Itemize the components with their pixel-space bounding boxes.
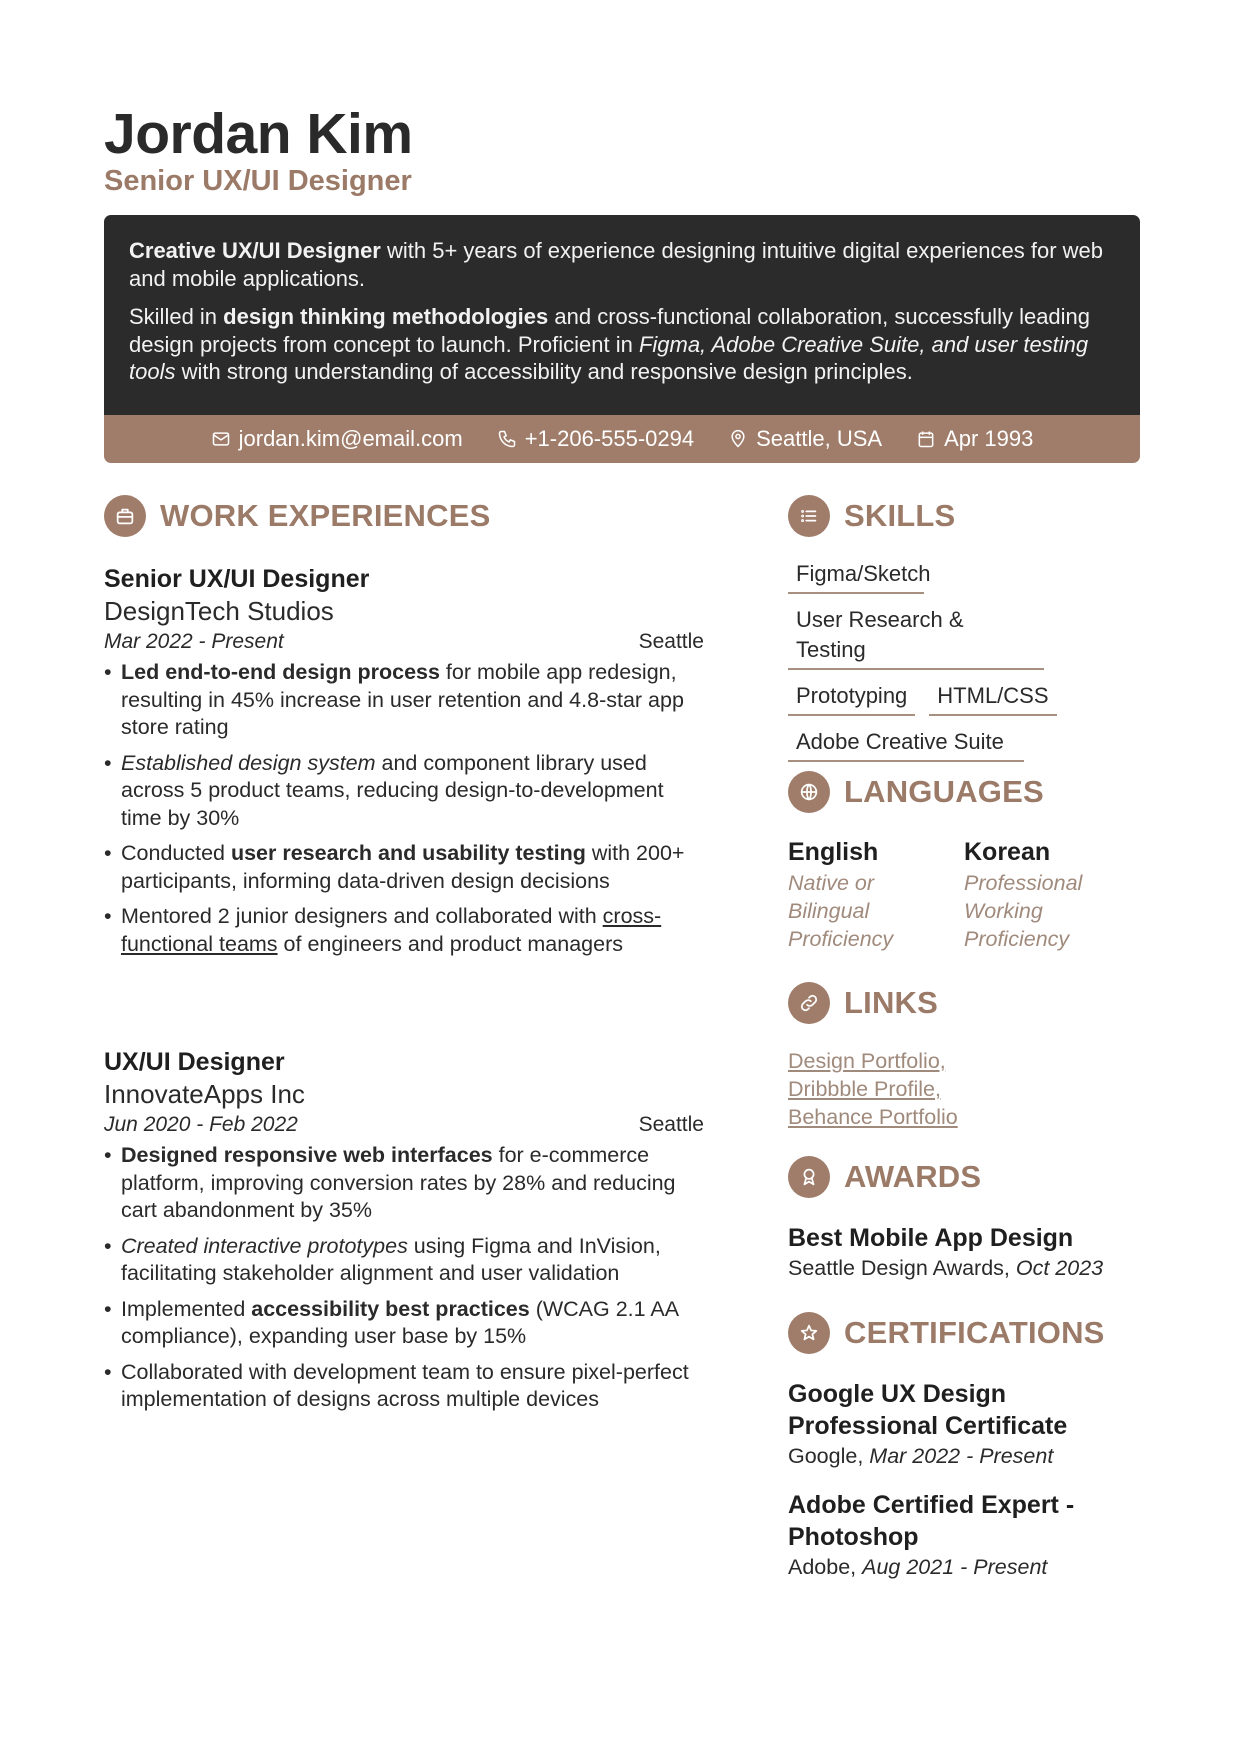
summary-box [104, 215, 1140, 463]
job-date: Mar 2022 - Present [104, 630, 284, 653]
job-company: DesignTech Studios [104, 596, 334, 626]
job-bullet [104, 1296, 704, 1351]
job-location: Seattle [638, 630, 704, 653]
briefcase-icon [104, 495, 146, 537]
bullet-highlight: Established design system [121, 750, 376, 775]
job-bullet [104, 1142, 704, 1225]
bullet-text: using Figma and InVision, facilitating stakeholder alignment and user validation [121, 1233, 661, 1285]
certification-name: Adobe Certified Expert - Photoshop [788, 1491, 1075, 1551]
skill-tag: HTML/CSS [929, 681, 1056, 716]
bullet-highlight: Designed responsive web interfaces [121, 1143, 493, 1167]
job-location: Seattle [638, 1113, 704, 1136]
award-item [788, 1222, 1140, 1282]
job-company: InnovateApps Inc [104, 1079, 305, 1109]
summary-paragraph-2 [129, 303, 1119, 386]
certification-date: Mar 2022 - Present [869, 1444, 1054, 1468]
birthdate-text: Apr 1993 [944, 426, 1034, 451]
phone-icon [497, 429, 517, 449]
calendar-icon [916, 429, 936, 449]
certifications-section-header [788, 1312, 1105, 1354]
summary-tools: Figma, Adobe Creative Suite, and user testing tools [129, 331, 1089, 384]
bullet-text: of engineers and product managers [277, 931, 623, 956]
language-level: Professional Working Proficiency [964, 871, 1083, 951]
job-bullet [104, 750, 704, 833]
bullet-text: Mentored 2 junior designers and collaborated with [121, 904, 603, 928]
certification-item [788, 1489, 1118, 1581]
bullet-text: Collaborated with development team to ensure pixel-perfect implementation of designs across multiple devices [121, 1359, 689, 1411]
job-role: UX/UI Designer [104, 1048, 285, 1076]
star-icon [788, 1312, 830, 1354]
contact-location [728, 426, 882, 452]
mail-icon [211, 429, 231, 449]
skills-section-header [788, 495, 955, 537]
list-icon [788, 495, 830, 537]
certification-item [788, 1378, 1118, 1470]
summary-paragraph-1 [129, 237, 1119, 292]
award-name: Best Mobile App Design [788, 1224, 1074, 1252]
certification-org: Google, [788, 1444, 870, 1468]
bullet-highlight: accessibility best practices [251, 1296, 530, 1321]
language-name: English [788, 838, 879, 866]
job-bullets [104, 659, 704, 958]
summary-text-part: and cross-functional collaboration, successfully leading design projects from concept to launch. Proficient in [129, 304, 1091, 357]
link-icon [788, 982, 830, 1024]
summary-highlight: design thinking methodologies [223, 304, 549, 329]
location-text: Seattle, USA [756, 426, 883, 451]
award-meta [788, 1254, 1140, 1282]
certification-meta [788, 1442, 1118, 1470]
language-item [964, 835, 1140, 953]
languages-section-header [788, 771, 1044, 813]
job-entry [104, 1046, 704, 1422]
certification-name: Google UX Design Professional Certificate [788, 1380, 1068, 1440]
summary-text [129, 237, 1119, 397]
job-bullet [104, 840, 704, 895]
job-role: Senior UX/UI Designer [104, 565, 370, 593]
job-bullet [104, 1359, 704, 1414]
behance-link[interactable]: Behance Portfolio [788, 1105, 958, 1129]
bullet-link[interactable]: cross-functional teams [121, 904, 662, 956]
job-meta [104, 627, 704, 657]
job-bullet [104, 1233, 704, 1288]
job-bullets [104, 1142, 704, 1414]
bullet-text: Implemented [121, 1296, 252, 1321]
bullet-text: for e-commerce platform, improving conversion rates by 28% and reducing cart abandonment by 35% [121, 1143, 676, 1222]
links-section-header [788, 982, 938, 1024]
job-entry [104, 563, 704, 966]
candidate-name: Jordan Kim [104, 102, 413, 166]
skills-list [788, 559, 1140, 762]
skill-tag: User Research & Testing [788, 605, 1044, 670]
certification-date: Aug 2021 - Present [862, 1555, 1048, 1579]
job-bullet [104, 659, 704, 742]
summary-panel [104, 215, 1140, 415]
bullet-highlight: Created interactive prototypes [121, 1233, 408, 1258]
languages-list [788, 835, 1140, 953]
bullet-text: Conducted [121, 841, 231, 865]
candidate-title: Senior UX/UI Designer [104, 165, 412, 197]
skill-tag: Figma/Sketch [788, 559, 924, 594]
awards-section-title: AWARDS [844, 1159, 982, 1194]
certification-meta [788, 1553, 1118, 1581]
portfolio-link[interactable]: Design Portfolio, [788, 1049, 946, 1073]
location-pin-icon [728, 429, 748, 449]
links-section-title: LINKS [844, 985, 938, 1020]
summary-highlight: Creative UX/UI Designer [129, 238, 381, 263]
summary-text-part: with strong understanding of accessibility and responsive design principles. [175, 359, 913, 384]
skill-tag: Prototyping [788, 681, 915, 716]
summary-text-part: with 5+ years of experience designing intuitive digital experiences for web and mobile applications. [129, 238, 1104, 291]
phone-text: +1-206-555-0294 [524, 426, 695, 451]
work-section-title: WORK EXPERIENCES [160, 498, 491, 533]
summary-text-part: Skilled in [129, 304, 224, 329]
work-section-header [104, 495, 490, 537]
contact-birthdate [916, 426, 1033, 452]
language-level: Native or Bilingual Proficiency [788, 871, 894, 951]
bullet-text: (WCAG 2.1 AA compliance), expanding user base by 15% [121, 1296, 678, 1348]
job-date: Jun 2020 - Feb 2022 [104, 1113, 298, 1136]
contact-bar [104, 415, 1140, 463]
job-bullet [104, 903, 704, 958]
certification-org: Adobe, [788, 1555, 863, 1579]
bullet-text: with 200+ participants, informing data-driven design decisions [121, 841, 685, 893]
awards-section-header [788, 1156, 981, 1198]
skills-section-title: SKILLS [844, 498, 956, 533]
globe-icon [788, 771, 830, 813]
bullet-text: and component library used across 5 product teams, reducing design-to-development time by 30% [121, 750, 664, 830]
language-item [788, 835, 964, 953]
contact-phone[interactable] [497, 426, 694, 452]
email-text: jordan.kim@email.com [238, 426, 463, 451]
award-ribbon-icon [788, 1156, 830, 1198]
dribbble-link[interactable]: Dribbble Profile, [788, 1077, 941, 1101]
certifications-section-title: CERTIFICATIONS [844, 1315, 1105, 1350]
award-org: Seattle Design Awards, [788, 1256, 1016, 1280]
bullet-highlight: Led end-to-end design process [121, 660, 440, 684]
job-meta [104, 1110, 704, 1140]
contact-email[interactable] [211, 426, 463, 452]
language-name: Korean [964, 838, 1051, 866]
bullet-highlight: user research and usability testing [230, 841, 586, 865]
languages-section-title: LANGUAGES [844, 774, 1044, 809]
bullet-text: for mobile app redesign, resulting in 45% increase in user retention and 4.8-star app store rating [121, 660, 684, 739]
links-list [788, 1047, 1140, 1131]
award-date: Oct 2023 [1015, 1256, 1104, 1280]
skill-tag: Adobe Creative Suite [788, 727, 1024, 762]
